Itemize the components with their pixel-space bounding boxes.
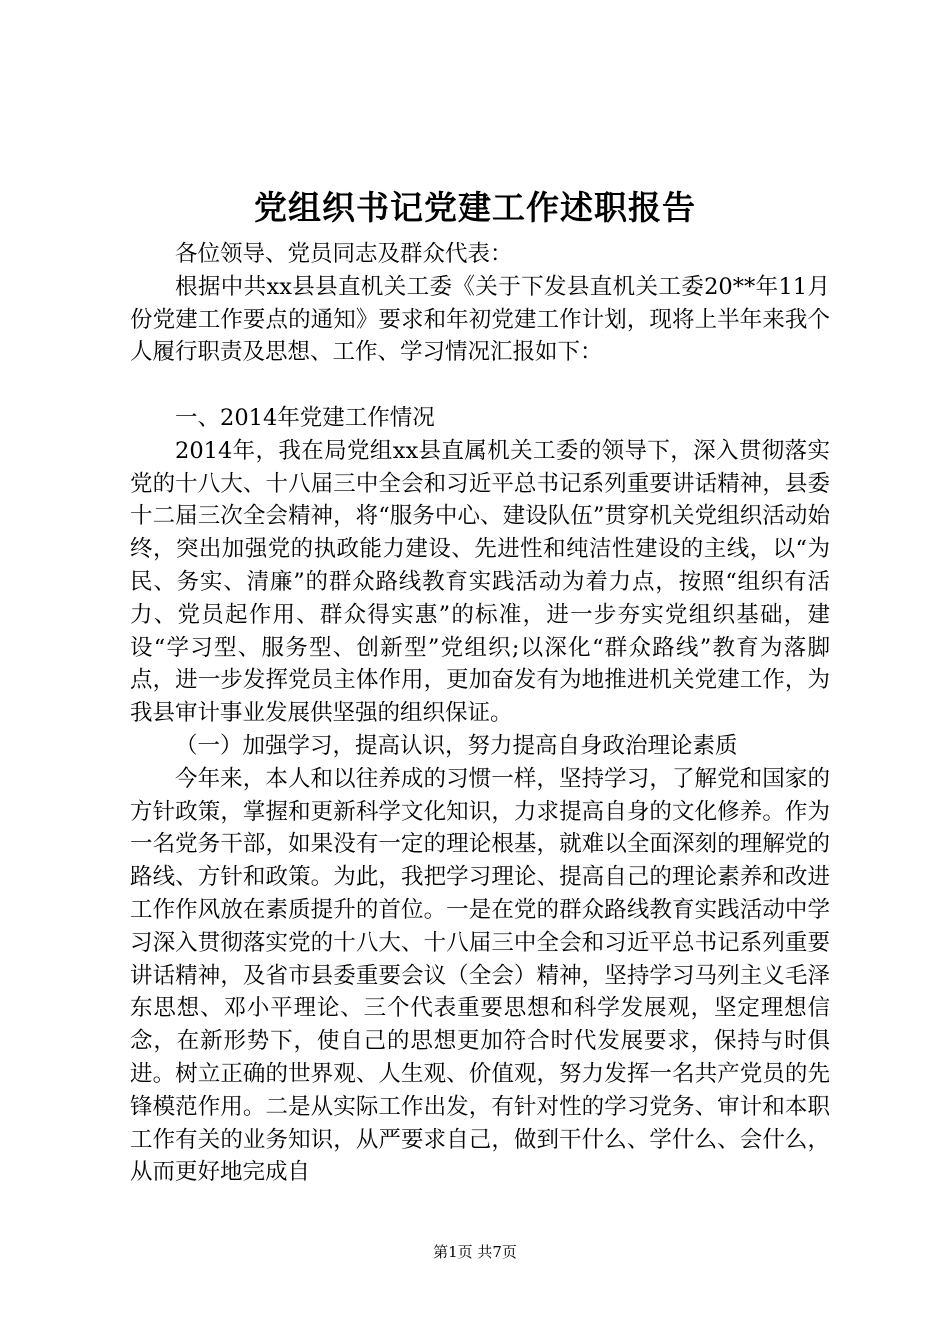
- subsection-heading: （一）加强学习，提高认识，努力提高自身政治理论素质: [175, 732, 738, 759]
- section-heading: 一、2014年党建工作情况: [175, 404, 435, 431]
- paragraph-spacer: [130, 369, 830, 402]
- intro-paragraph: 根据中共xx县县直机关工委《关于下发县直机关工委20**年11月份党建工作要点的通知》要求和年初党建工作计划，现将上半年来我个人履行职责及思想、工作、学习情况汇报如下：: [130, 273, 830, 366]
- document-title: 党组织书记党建工作述职报告: [254, 188, 696, 227]
- document-body: [130, 238, 830, 1189]
- salutation: 各位领导、党员同志及群众代表：: [175, 241, 513, 267]
- subsection-paragraph: 今年来，本人和以往养成的习惯一样，坚持学习，了解党和国家的方针政策，掌握和更新科学文化知识，力求提高自身的文化修养。作为一名党务干部，如果没有一定的理论根基，就难以全面深刻的理解党的路线、方针和政策。为此，我把学习理论、提高自己的理论素养和改进工作作风放在素质提升的首位。一是在党的群众路线教育实践活动中学习深入贯彻落实党的十八大、十八届三中全会和习近平总书记系列重要讲话精神，及省市县委重要会议（全会）精神，坚持学习马列主义毛泽东思想、邓小平理论、三个代表重要思想和科学发展观，坚定理想信念，在新形势下，使自己的思想更加符合时代发展要求，保持与时俱进。树立正确的世界观、人生观、价值观，努力发挥一名共产党员的先锋模范作用。二是从实际工作出发，有针对性的学习党务、审计和本职工作有关的业务知识，从严要求自己，做到干什么、学什么、会什么，从而更好地完成自: [130, 765, 830, 1186]
- section-paragraph: 2014年，我在局党组xx县直属机关工委的领导下，深入贯彻落实党的十八大、十八届三中全会和习近平总书记系列重要讲话精神，县委十二届三次全会精神，将“服务中心、建设队伍”贯穿机关党组织活动始终，突出加强党的执政能力建设、先进性和纯洁性建设的主线，以“为民、务实、清廉”的群众路线教育实践活动为着力点，按照“组织有活力、党员起作用、群众得实惠”的标准，进一步夯实党组织基础，建设“学习型、服务型、创新型”党组织;以深化“群众路线”教育为落脚点，进一步发挥党员主体作用，更加奋发有为地推进机关党建工作，为我县审计事业发展供坚强的组织保证。: [130, 437, 830, 727]
- page-number: 第1页 共7页: [433, 1243, 517, 1261]
